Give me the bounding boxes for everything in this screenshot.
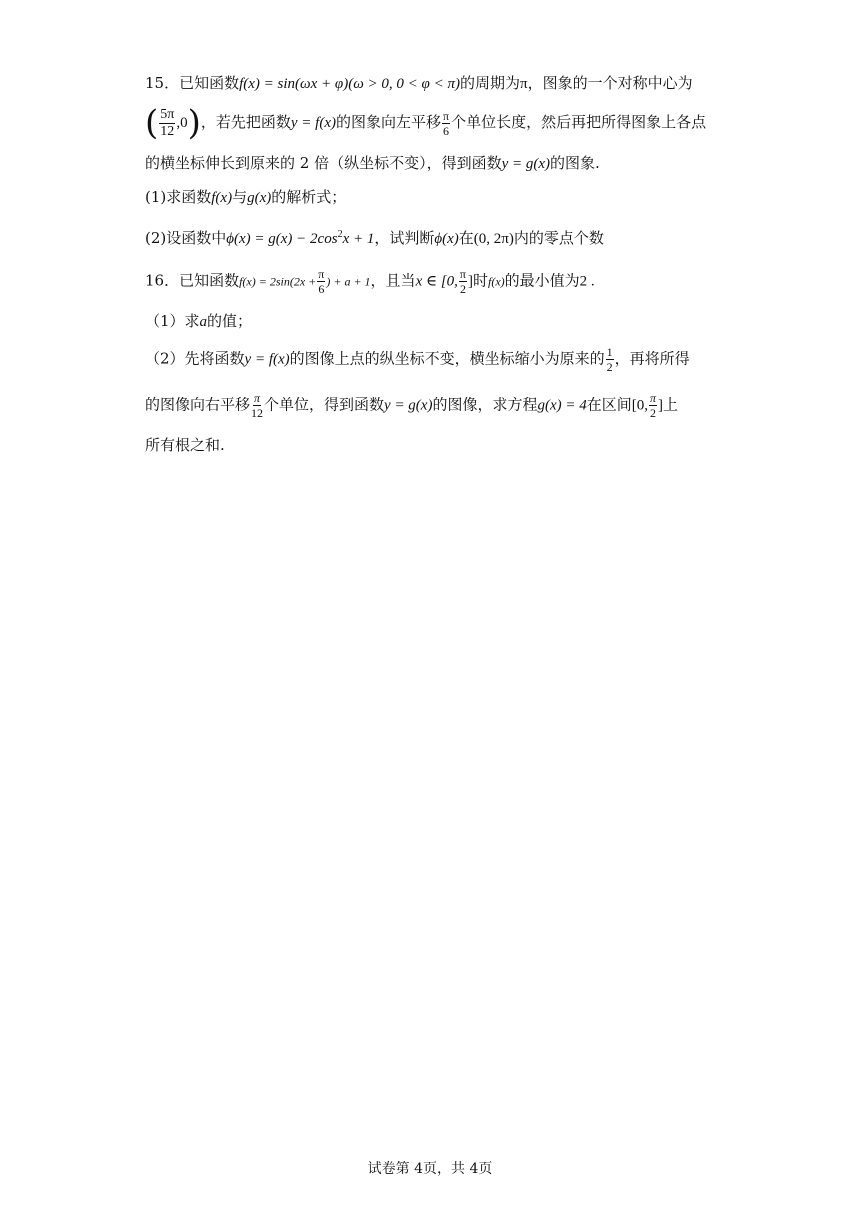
half-fraction: $\frac{1}{2}$ (606, 345, 613, 374)
q16-line-1: 16．已知函数f(x) = 2sin(2x + $\frac{\pi}{6}$ ) + a + 1，且当x ∈ [0, $\frac{\pi}{2}$ ]时f(x)的最小值为2 . (145, 267, 595, 296)
q15-line-2: ( $\frac{5\pi}{12}$ ,0)，若先把函数y = f(x)的图象向左平移 $\frac{\pi}{6}$ 个单位长度，然后再把所得图象上各点 (145, 103, 707, 143)
shift-fraction: $\frac{\pi}{6}$ (443, 108, 450, 138)
f-phase-fraction: $\frac{\pi}{6}$ (318, 267, 325, 296)
right-shift-fraction: $\frac{\pi}{12}$ (251, 391, 264, 420)
page-footer: 试卷第 4页，共 4页 (367, 1161, 493, 1177)
q15-part-1: (1)求函数f(x)与g(x)的解析式； (145, 188, 347, 206)
x-range-fraction: $\frac{\pi}{2}$ (459, 267, 466, 296)
q16-part-1: （1）求a的值； (145, 312, 253, 330)
q16-part-2-line-3: 所有根之和. (145, 436, 225, 454)
f-definition: f(x) = sin(ωx + φ)(ω > 0, 0 < φ < π) (239, 76, 460, 92)
q16-part-2-line-1: （2）先将函数y = f(x)的图像上点的纵坐标不变，横坐标缩小为原来的 $\frac{1}{2}$ ，再将所得 (145, 345, 690, 374)
interval-fraction: $\frac{\pi}{2}$ (650, 391, 657, 420)
q16-part-2-line-2: 的图像向右平移 $\frac{\pi}{12}$ 个单位，得到函数y = g(x)的图像，求方程g(x) = 4在区间[0, $\frac{\pi}{2}$ ]上 (145, 391, 679, 420)
center-fraction: $\frac{5\pi}{12}$ (160, 106, 175, 139)
q15-part-2: (2)设函数中$\phi(x) = g(x) - 2\cos^2x + 1$，试判断ϕ(x)在(0, 2π)内的零点个数 (145, 229, 604, 247)
q15-line-1: 15．已知函数f(x) = sin(ωx + φ)(ω > 0, 0 < φ < π)的周期为π，图象的一个对称中心为 (145, 74, 693, 92)
q15-line-3: 的横坐标伸长到原来的 2 倍（纵坐标不变），得到函数y = g(x)的图象. (145, 154, 600, 172)
